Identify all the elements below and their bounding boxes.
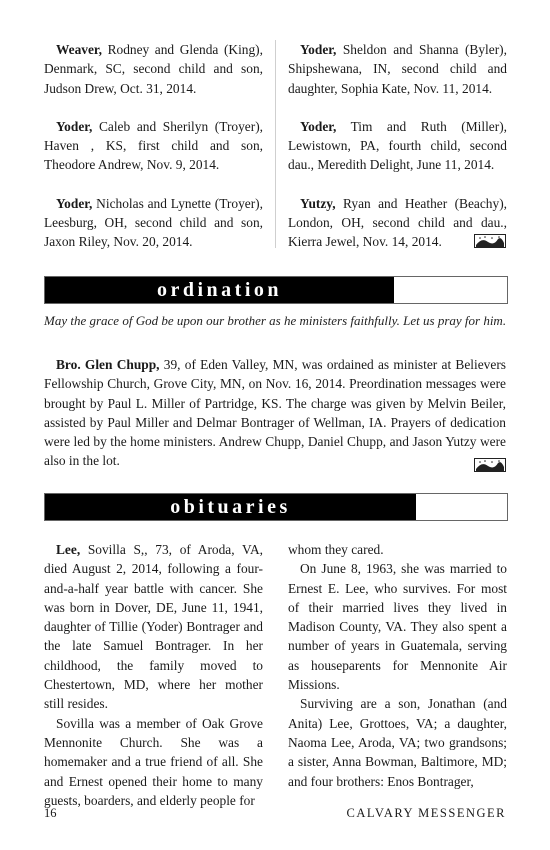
- obituary-text: Sovilla S,, 73, of Aroda, VA, died August 2, 2014, following a four-and-a-half year battle with cancer. She was born in Dover, DE, June 11, 1941, daughter of Tillie (Yoder) Bontrager and the late Samuel Bontrager. In her childhood, the family moved to Chestertown, MD, where her mother still resides.: [44, 542, 263, 712]
- ordination-motto: May the grace of God be upon our brother as he ministers faithfully. Let us pray for him.: [44, 313, 507, 328]
- obituaries-heading: obituaries: [45, 494, 416, 520]
- birth-entry: [44, 40, 263, 98]
- end-mark-dingbat-icon: [474, 458, 506, 472]
- birth-surname: Yoder,: [56, 118, 93, 134]
- birth-details: Ryan and Heather (Beachy), London, OH, second child and dau., Kierra Jewel, Nov. 14, 2014.: [288, 195, 507, 250]
- births-left-column: [44, 40, 263, 271]
- ordination-paragraph: [44, 355, 506, 471]
- obituary-paragraph: Surviving are a son, Jonathan (and Anita) Lee, Grottoes, VA; a daughter, Naoma Lee, Aroda, VA; two grandsons; a sister, Anna Bowman, Baltimore, MD; and four brothers: Enos Bontrager,: [288, 696, 507, 789]
- ordination-banner: [44, 276, 508, 304]
- obituary-paragraph: On June 8, 1963, she was married to Ernest E. Lee, who survives. For most of their married lives they lived in Madison County, VA. They also spent a number of years in Guatemala, serving as houseparents for Mennonite Air Missions.: [288, 561, 507, 693]
- obituaries-banner: [44, 493, 508, 521]
- birth-surname: Weaver,: [56, 42, 102, 57]
- birth-details: Nicholas and Lynette (Troyer), Leesburg, OH, second child and son, Jaxon Riley, Nov. 20, 2014.: [44, 195, 263, 250]
- birth-surname: Yoder,: [300, 118, 337, 134]
- column-divider: [275, 40, 276, 248]
- obituary-surname: Lee,: [56, 542, 81, 557]
- birth-entry: [44, 117, 263, 175]
- obituary-right-column: [288, 540, 507, 791]
- obituary-paragraph: [44, 540, 263, 714]
- birth-surname: Yoder,: [300, 42, 337, 57]
- birth-details: Sheldon and Shanna (Byler), Shipshewana, IN, second child and daughter, Sophia Kate, Nov. 11, 2014.: [288, 42, 507, 96]
- birth-details: Rodney and Glenda (King), Denmark, SC, second child and son, Judson Drew, Oct. 31, 2014.: [44, 42, 263, 96]
- birth-entry: [288, 40, 507, 98]
- page-number: 16: [44, 806, 57, 820]
- birth-details: Caleb and Sherilyn (Troyer), Haven , KS, first child and son, Theodore Andrew, Nov. 9, 2014.: [44, 118, 263, 173]
- birth-entry: [288, 117, 507, 175]
- end-mark-dingbat-icon: [474, 234, 506, 248]
- birth-surname: Yutzy,: [300, 195, 336, 211]
- ordination-name: Bro. Glen Chupp,: [56, 357, 160, 372]
- birth-details: Tim and Ruth (Miller), Lewistown, PA, fourth child, second dau., Meredith Delight, June 11, 2014.: [288, 118, 507, 173]
- birth-entry: [44, 194, 263, 252]
- ordination-heading: ordination: [45, 277, 394, 303]
- publication-name: CALVARY MESSENGER: [346, 806, 506, 820]
- obituary-paragraph: whom they cared.: [288, 542, 384, 557]
- obituary-paragraph: Sovilla was a member of Oak Grove Mennonite Church. She was a homemaker and a true friend of all. She and Ernest opened their home to many guests, boarders, and elderly people for: [44, 715, 263, 808]
- birth-surname: Yoder,: [56, 195, 93, 211]
- obituary-left-column: [44, 540, 263, 810]
- ordination-text: 39, of Eden Valley, MN, was ordained as minister at Believers Fellowship Church, Grove City, MN, on Nov. 16, 2014. Preordination messages were brought by Paul L. Miller of Partridge, KS. The charge was given by Melvin Beiler, assisted by Paul Miller and Delmar Bontrager of Wellman, IA. Prayers of dedication were led by the home ministers. Andrew Chupp, Daniel Chupp, and Jason Yutzy were also in the lot.: [44, 357, 506, 469]
